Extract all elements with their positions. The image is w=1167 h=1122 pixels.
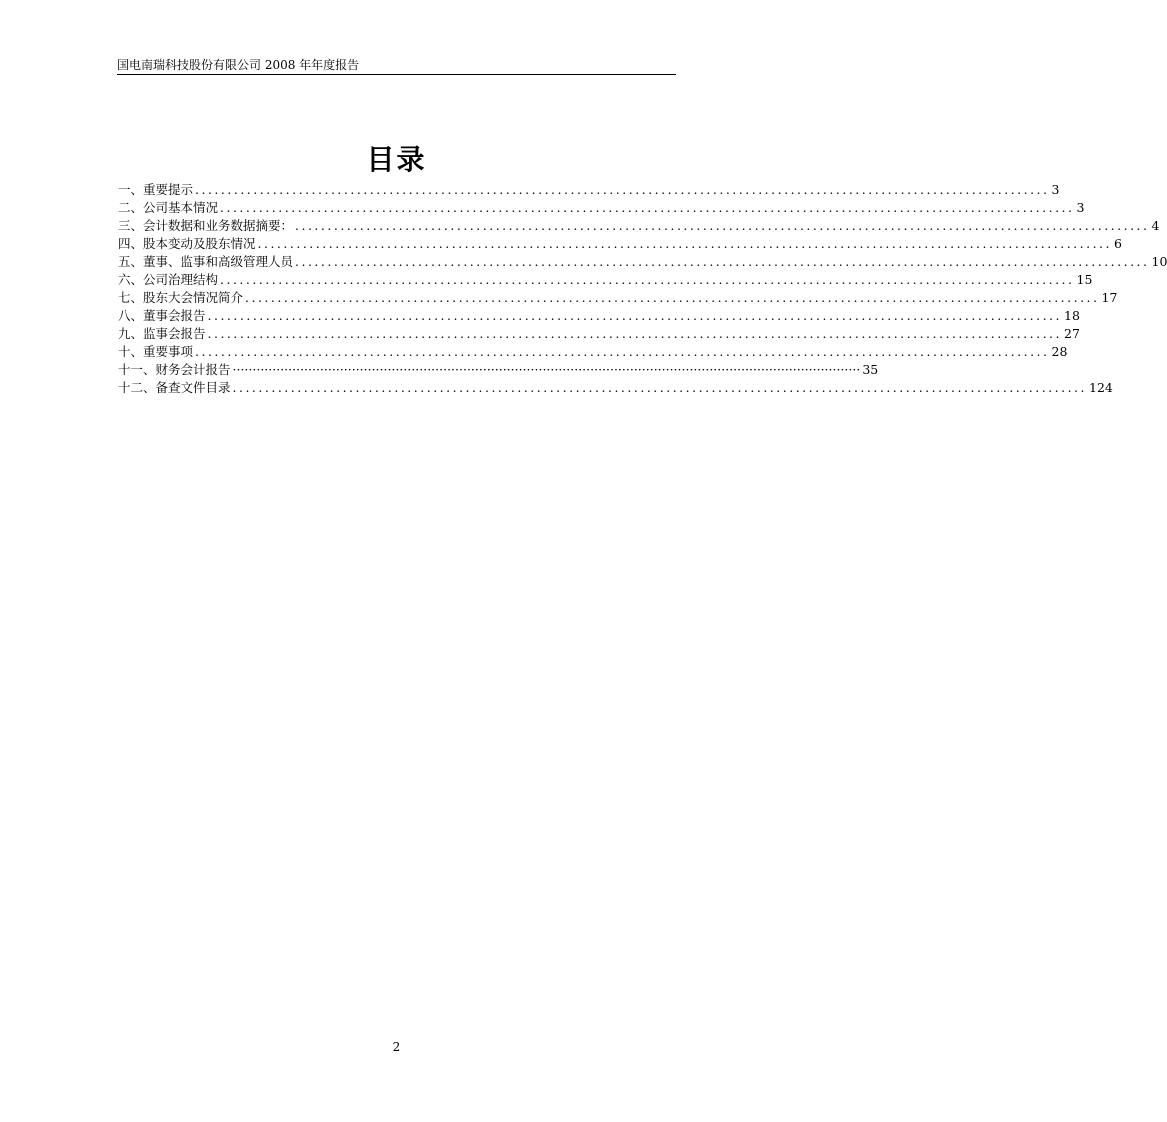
toc-entry-page: 10: [1151, 254, 1167, 269]
toc-title: 目录: [366, 143, 427, 176]
toc-entry[interactable]: [118, 217, 1160, 235]
toc-entry-label: 十、重要事项: [118, 344, 194, 359]
toc-entry-page: 6: [1114, 236, 1122, 251]
toc-entry-label: 七、股东大会情况简介: [118, 290, 244, 305]
toc-leader-dots: ....................................................................................................................................: [295, 254, 1150, 269]
toc-entry-label: 二、公司基本情况: [118, 200, 219, 215]
toc-leader-dots: ....................................................................................................................................: [245, 290, 1100, 305]
toc-entry-page: 4: [1151, 218, 1160, 233]
page-number: 2: [392, 1040, 401, 1054]
toc-entry-page: 124: [1089, 380, 1113, 395]
toc-entry-page: 28: [1051, 344, 1068, 359]
toc-leader-dots: ....................................................................................................................................: [257, 236, 1113, 251]
toc-entry[interactable]: [118, 235, 1122, 253]
toc-leader-dots: ....................................................................................................................................: [207, 308, 1063, 323]
toc-leader-dots: ....................................................................................................................................: [207, 326, 1063, 341]
toc-entry-label: 四、股本变动及股东情况: [118, 236, 256, 251]
toc-entry-page: 27: [1064, 326, 1080, 341]
header-text: 国电南瑞科技股份有限公司 2008 年年度报告: [117, 58, 360, 72]
toc-leader-dots: ....................................................................................................................................: [220, 272, 1075, 287]
toc-entry[interactable]: [118, 181, 1060, 199]
toc-entry[interactable]: [118, 253, 1167, 271]
toc-entry[interactable]: [118, 307, 1080, 325]
toc-entry-label: 一、重要提示: [118, 182, 194, 197]
toc-entry-page: 35: [862, 362, 879, 377]
table-of-contents: [118, 181, 1167, 397]
toc-entry-page: 18: [1064, 308, 1080, 323]
toc-entry-page: 3: [1051, 182, 1060, 197]
toc-leader-dots: ....................................................................................................................................: [220, 200, 1075, 215]
toc-entry-label: 六、公司治理结构: [118, 272, 219, 287]
toc-entry-label: 三、会计数据和业务数据摘要：: [118, 218, 294, 233]
toc-entry[interactable]: [118, 325, 1080, 343]
toc-leader-dots: ....................................................................................................................................: [295, 218, 1150, 233]
toc-entry-page: 17: [1101, 290, 1118, 305]
toc-entry-page: 15: [1076, 272, 1093, 287]
toc-entry[interactable]: [118, 379, 1113, 397]
toc-entry-label: 五、董事、监事和高级管理人员: [118, 254, 294, 269]
toc-entry-label: 十一、财务会计报告: [118, 362, 231, 377]
page-header: [117, 56, 676, 75]
toc-entry[interactable]: [118, 361, 879, 379]
toc-leader-dots: ....................................................................................................................................: [195, 344, 1050, 359]
toc-entry-label: 九、监事会报告: [118, 326, 206, 341]
toc-entry[interactable]: [118, 289, 1118, 307]
toc-entry[interactable]: [118, 199, 1085, 217]
toc-entry-label: 八、董事会报告: [118, 308, 206, 323]
toc-entry-page: 3: [1076, 200, 1085, 215]
toc-entry-label: 十二、备查文件目录: [118, 380, 231, 395]
toc-leader-dots: ....................................................................................................................................: [232, 380, 1088, 395]
toc-leader-dots: ....................................................................................................................................: [195, 182, 1050, 197]
toc-entry[interactable]: [118, 271, 1093, 289]
toc-entry[interactable]: [118, 343, 1068, 361]
toc-leader-dots: ······························································································································································: [232, 362, 861, 377]
